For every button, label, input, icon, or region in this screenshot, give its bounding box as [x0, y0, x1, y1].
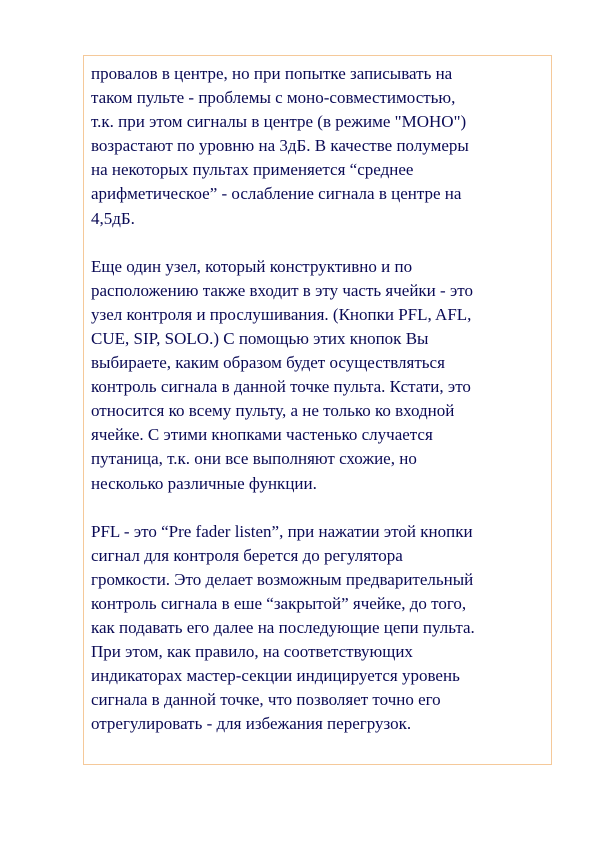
paragraph-pfl-description: PFL - это “Pre fader listen”, при нажатии этой кнопки сигнал для контроля берется до регулятора громкости. Это делает возможным предварительный контроль сигнала в еше “закрытой” ячейке, до того, как подавать его далее на последующие цепи пульта. При этом, как правило, на соответствующих индикаторах мастер-секции индицируется уровень сигнала в данной точке, что позволяет точно его отрегулировать - для избежания перегрузок.	[91, 521, 475, 734]
paragraph-monitoring-buttons: Еще один узел, который конструктивно и по расположению также входит в эту часть ячейки - это узел контроля и прослушивания. (Кнопки PFL, AFL, CUE, SIP, SOLO.) С помощью этих кнопок Вы выбираете, каким образом будет осуществляться контроль сигнала в данной точке пульта. Кстати, это относится ко всему пульту, а не только ко входной ячейке. С этими кнопками частенько случается путаница, т.к. они все выполняют схожие, но несколько различные функции.	[91, 256, 473, 493]
paragraph-balance-note: провалов в центре, но при попытке записывать на таком пульте - проблемы с моно-совместимостью, т.к. при этом сигналы в центре (в режиме "МОНО") возрастают по уровню на 3дБ. В качестве полумеры на некоторых пультах применяется “среднее арифметическое” - ослабление сигнала в центре на 4,5дБ.	[91, 64, 469, 228]
body-text	[91, 62, 546, 760]
